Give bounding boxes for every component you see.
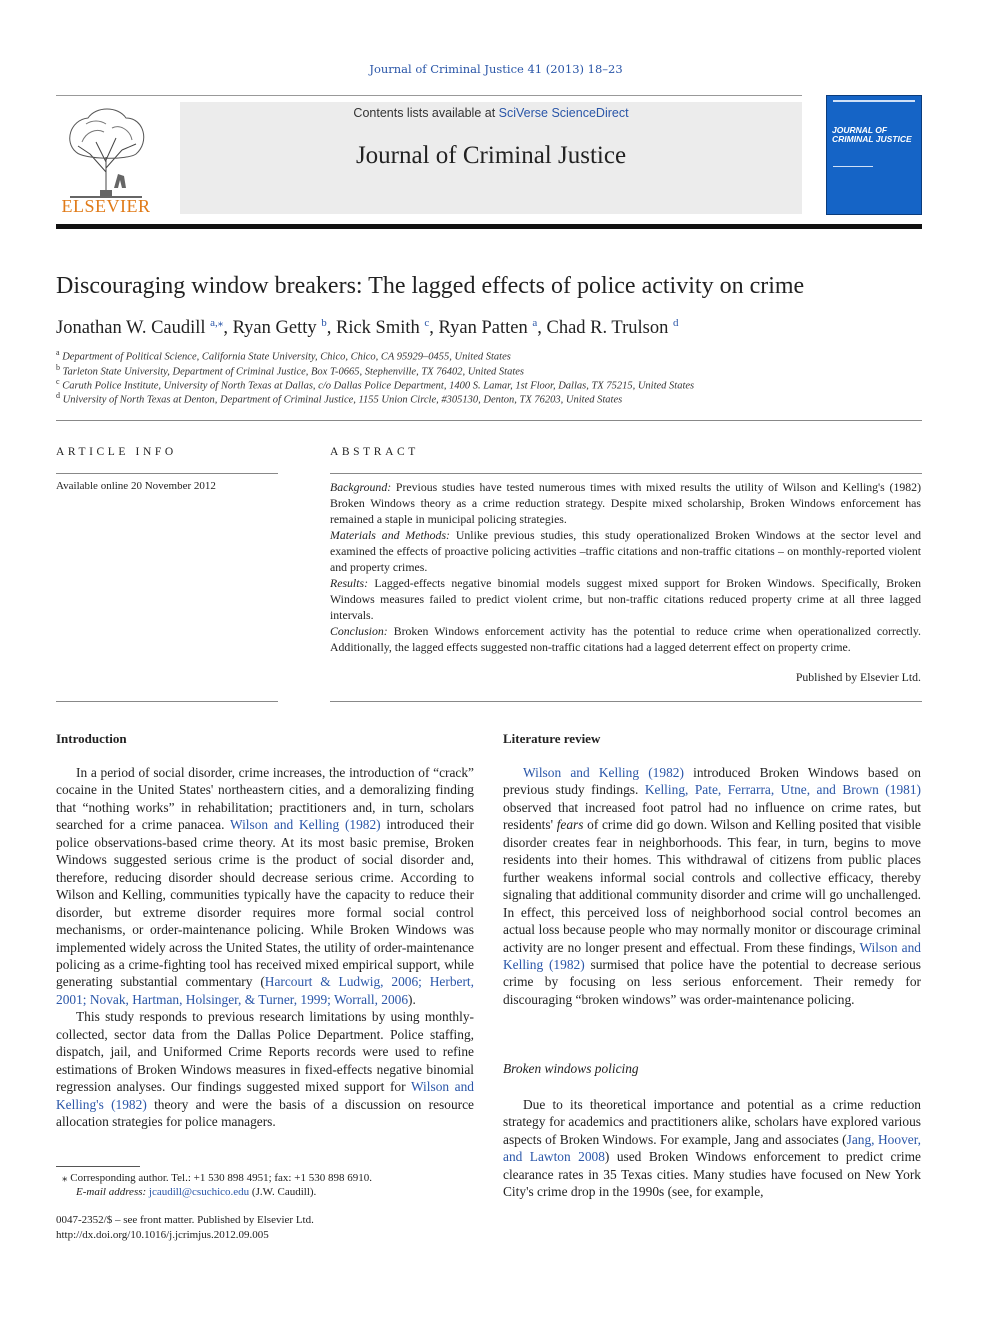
introduction-heading: Introduction [56, 731, 127, 746]
published-by: Published by Elsevier Ltd. [795, 670, 921, 684]
abstract-label: Conclusion: [330, 624, 388, 638]
abstract-text: Previous studies have tested numerous times with mixed results the utility of Wilson and Kelling's (1982) Broken Windows theory as a crime reduction strategy. Despite mixed scholarship, Broken Windows enforcement has remained a staple in municipal policing strategies. [330, 480, 921, 526]
text-run: Due to its theoretical importance and potential as a crime reduction strategy for academics and practitioners alike, scholars have explored various aspects of Broken Windows. For example, Jang and associates ( [503, 1097, 921, 1147]
abstract-label: Results: [330, 576, 369, 590]
author-name: Chad R. Trulson [546, 318, 669, 339]
journal-cover-image[interactable] [826, 95, 922, 215]
affiliation-text: Tarleton State University, Department of Criminal Justice, Box T-0665, Stephenville, TX 76402, United States [62, 366, 524, 378]
text-run: observed that increased foot patrol had no influence on crime rates, but residents' [503, 799, 921, 833]
paragraph [56, 764, 474, 1008]
abstract-section [330, 575, 921, 623]
cover-title: JOURNAL OF CRIMINAL JUSTICE [832, 125, 912, 144]
paragraph [56, 1008, 474, 1130]
journal-citation[interactable]: Journal of Criminal Justice 41 (2013) 18–23 [369, 62, 623, 76]
affiliation-mark: b [56, 363, 60, 372]
contents-prefix: Contents lists available at [353, 106, 499, 120]
abstract-text: Lagged-effects negative binomial models suggest mixed support for Broken Windows. Specifically, Broken Windows measures failed to predict violent crime, but non-traffic citations reduced property crime at all three lagged intervals. [330, 576, 921, 622]
affiliation-mark: a [56, 348, 60, 357]
paragraph [503, 1096, 921, 1201]
emphasis: fears [556, 817, 584, 833]
broken-windows-body [503, 1096, 921, 1201]
affiliation [56, 363, 936, 378]
introduction-body [56, 764, 474, 1131]
author-marks[interactable]: c [424, 317, 430, 329]
affiliation [56, 391, 936, 406]
abstract-label: Materials and Methods: [330, 528, 450, 542]
affiliation-text: University of North Texas at Denton, Department of Criminal Justice, 1155 Union Circle, #305130, Denton, TX 76203, United States [62, 394, 623, 406]
text-run: ). [408, 991, 416, 1007]
author-marks[interactable]: d [672, 317, 679, 329]
doi-link[interactable]: http://dx.doi.org/10.1016/j.jcrimjus.2012.09.005 [56, 1229, 269, 1241]
abstract-text: Unlike previous studies, this study operationalized Broken Windows at the sector level and examined the effects of proactive policing activities –traffic citations and non-traffic citations – on monthly-reported violent and property crimes. [330, 528, 921, 574]
citation-link[interactable]: Wilson and Kelling (1982) [229, 817, 381, 833]
abstract-rule [330, 701, 922, 702]
email-link[interactable]: jcaudill@csuchico.edu [148, 1186, 250, 1198]
text-run: In a period of social disorder, crime increases, the introduction of “crack” cocaine in the United States' northeastern cities, and a demoralizing finding that “nothing works” in rehabilitation; practitioners and, in turn, scholars searched for a crime panacea. [56, 765, 474, 833]
corresponding-author-note: ⁎ Corresponding author. Tel.: +1 530 898 4951; fax: +1 530 898 6910. [62, 1172, 372, 1184]
citation-link[interactable]: Jang, Hoover, and Lawton 2008 [503, 1131, 921, 1165]
author-list: Jonathan W. Caudill $^{a,⁎}$, Ryan Getty $^b$, Rick Smith $^c$, Ryan Patten $^a$, Chad R. Trulson $^d$ [56, 317, 679, 339]
header-thick-rule [56, 224, 922, 229]
author-name: Jonathan W. Caudill [56, 318, 206, 339]
available-online-date: Available online 20 November 2012 [56, 480, 216, 492]
affiliation [56, 348, 936, 363]
author-name: Rick Smith [335, 318, 420, 339]
text-run: introduced their police observations-based crime theory. At its most basic premise, Broken Windows suggested serious crime is the product of social disorder and, therefore, reducing disorder should decrease serious crime. According to Wilson and Kelling, communities typically have the capacity to reduce their disorder, but extreme disorder requires more formal social control mechanisms, or order-maintenance policing. While Broken Windows was implemented widely across the United States, the utility of order-maintenance policing as a crime-fighting tool has received mixed empirical support, while generating substantial commentary ( [56, 817, 474, 990]
section-divider [56, 420, 922, 421]
text-run: introduced Broken Windows based on previous study findings. [503, 765, 921, 798]
paragraph [503, 764, 921, 1008]
article-title: Discouraging window breakers: The lagged effects of police activity on crime [56, 273, 805, 299]
article-info-rule [56, 473, 278, 474]
citation-link[interactable]: Wilson and Kelling (1982) [523, 765, 684, 780]
elsevier-wordmark: ELSEVIER [61, 196, 151, 216]
citation-link[interactable]: Wilson and Kelling's (1982) [56, 1079, 474, 1112]
article-info-rule [56, 701, 278, 702]
header-divider [56, 95, 802, 96]
affiliation-text: Department of Political Science, California State University, Chico, Chico, CA 95929–0455, United States [62, 351, 511, 363]
sciencedirect-link[interactable]: SciVerse ScienceDirect [498, 106, 629, 120]
affiliation [56, 377, 936, 392]
abstract-body [330, 479, 921, 655]
abstract-rule [330, 473, 922, 474]
citation-link[interactable]: Harcourt & Ludwig, 2006; Herbert, 2001; Novak, Hartman, Holsinger, & Turner, 1999; Worrall, 2006 [56, 974, 474, 1007]
abstract-text: Broken Windows enforcement activity has the potential to reduce crime when operationalized correctly. Additionally, the lagged effects suggested non-traffic citations had a lagged deterrent effect on property crime. [330, 624, 921, 654]
email-label: E-mail address: [76, 1186, 147, 1198]
literature-review-body [503, 764, 921, 1008]
text-run: surmised that police have the potential to decrease serious crime by focusing on less serious enforcement. Their remedy for discouraging “broken windows” was order-maintenance policing. [503, 956, 921, 1007]
text-run: ) used Broken Windows enforcement to predict crime clearance rates in 35 Texas cities. Many studies have focused on New York City's crime drop in the 1990s (see, for example, [503, 1149, 921, 1200]
text-run: theory and were the basis of a discussion on resource allocation strategies for police managers. [56, 1096, 474, 1130]
text-run: of crime did go down. Wilson and Kelling posited that visible disorder creates fear in neighborhoods. This fear, in turn, begins to move residents into their homes. This withdrawal of citizens from public places further weakens informal social controls and collective efficacy, thereby signaling that additional community disorder and crime will go unchallenged. In effect, this perceived loss of neighborhood social control becomes an actual loss because people who may normally monitor or discourage criminal activity are no longer present and effectual. From these findings, [503, 817, 921, 955]
affiliation-mark: c [56, 377, 60, 386]
citation-link[interactable]: Kelling, Pate, Ferrarra, Utne, and Brown (1981) [644, 782, 922, 798]
author-name: Ryan Patten [438, 318, 528, 339]
abstract-section [330, 623, 921, 655]
author-marks[interactable]: a [532, 317, 538, 329]
contents-line [180, 106, 802, 120]
abstract-section [330, 527, 921, 575]
footnote-rule [56, 1166, 140, 1167]
journal-name: Journal of Criminal Justice [355, 142, 627, 169]
affiliation-text: Caruth Police Institute, University of North Texas at Dallas, c/o Dallas Police Department, 1400 S. Lamar, 1st Floor, Dallas, TX 75215, United States [62, 380, 695, 392]
author-marks[interactable]: a,⁎ [210, 317, 224, 329]
text-run: This study responds to previous research limitations by using monthly-collected, sector data from the Dallas Police Department. Police staffing, dispatch, jail, and Uniformed Crime Reports records were used to refine estimations of Broken Windows measures in fixed-effects negative binomial regression analyses. Our findings suggested mixed support for [56, 1009, 474, 1095]
broken-windows-policing-subheading: Broken windows policing [503, 1061, 639, 1076]
citation-link[interactable]: Wilson and Kelling (1982) [503, 939, 922, 972]
author-name: Ryan Getty [232, 318, 317, 339]
abstract-section [330, 479, 921, 527]
abstract-heading: ABSTRACT [330, 446, 419, 458]
email-suffix: (J.W. Caudill). [249, 1186, 317, 1198]
author-marks[interactable]: b [321, 317, 327, 329]
literature-review-heading: Literature review [503, 731, 601, 746]
email-note [76, 1186, 496, 1198]
issn-line: 0047-2352/$ – see front matter. Published by Elsevier Ltd. [56, 1214, 314, 1226]
abstract-label: Background: [330, 480, 392, 494]
affiliation-mark: d [56, 391, 60, 400]
article-info-heading: ARTICLE INFO [56, 446, 177, 458]
